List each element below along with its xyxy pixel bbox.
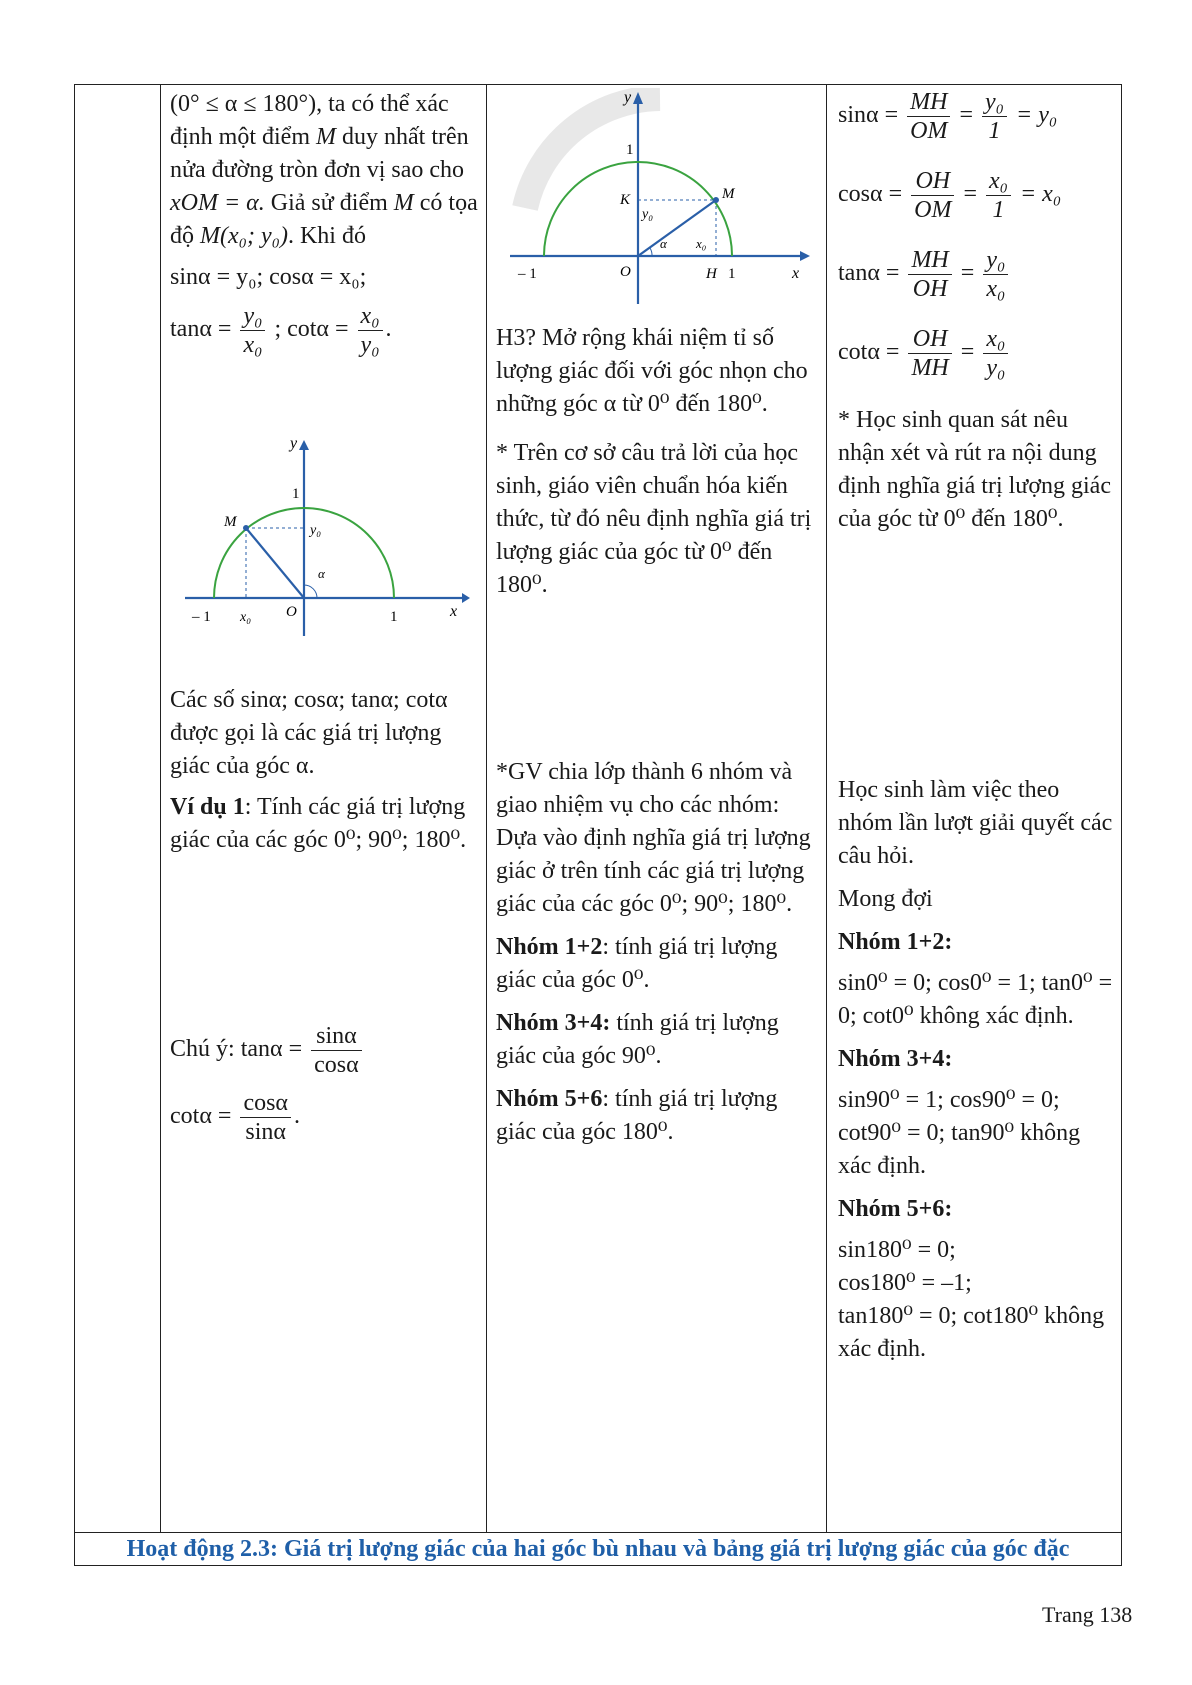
sin-cos-definition: sinα = y₀; cosα = x₀; — [170, 264, 367, 290]
group-task: *GV chia lớp thành 6 nhóm và giao nhiệm vụ cho các nhóm: Dựa vào định nghĩa giá trị lượng giác ở trên tính các giá trị lượng giác của các góc 0⁰; 90⁰; 180⁰. — [496, 759, 811, 917]
column-divider — [160, 84, 161, 1532]
group-56-answer-1: sin180⁰ = 0; — [838, 1237, 956, 1263]
group-12-heading: Nhóm 1+2: — [838, 929, 953, 955]
svg-text:O: O — [286, 604, 297, 620]
cot-ratio: cotα = $\frac{OH}{MH}$ = $\frac{\text{x₀}}{\text{y₀}}$ — [838, 325, 1118, 382]
svg-text:y₀: y₀ — [310, 523, 322, 538]
values-definition: Các số sinα; cosα; tanα; cotα được gọi là các giá trị lượng giác của góc α. — [170, 687, 448, 779]
svg-text:1: 1 — [292, 486, 300, 502]
group-12-answer: sin0⁰ = 0; cos0⁰ = 1; tan0⁰ = 0; cot0⁰ không xác định. — [838, 970, 1113, 1029]
note-cell: Chú ý: tanα = $\frac{\sin\alpha}{\cos\alpha}$ cotα = $\frac{\cos\alpha}{\sin\alpha}$ . — [170, 1022, 478, 1154]
svg-text:x₀: x₀ — [696, 236, 707, 251]
group-34-heading: Nhóm 3+4: — [838, 1046, 953, 1072]
ratio-cell — [838, 88, 1118, 544]
svg-text:M: M — [722, 186, 735, 202]
expectation: Mong đợi — [838, 886, 933, 912]
group-56-answer-3: tan180⁰ = 0; cot180⁰ không xác định. — [838, 1303, 1105, 1362]
tan-ratio: tanα = $\frac{MH}{OH}$ = $\frac{\text{y₀}}{\text{x₀}}$ — [838, 246, 1118, 303]
example-1: Ví dụ 1: Tính các giá trị lượng giác của các góc 0⁰; 90⁰; 180⁰. — [170, 794, 467, 853]
svg-text:1: 1 — [728, 266, 736, 282]
cos-ratio: cosα = $\frac{OH}{OM}$ = $\frac{\text{x₀}}{1}$ = x₀ — [838, 168, 1062, 223]
svg-text:– 1: – 1 — [518, 266, 537, 282]
svg-text:O: O — [620, 264, 631, 280]
svg-text:H: H — [706, 266, 717, 282]
group-34-task: Nhóm 3+4: tính giá trị lượng giác của góc 90⁰. — [496, 1010, 779, 1069]
svg-text:y: y — [290, 436, 298, 452]
page-number: Trang 138 — [1042, 1602, 1133, 1627]
observe-note: * Học sinh quan sát nêu nhận xét và rút ra nội dung định nghĩa giá trị lượng giác của góc từ 0⁰ đến 180⁰. — [838, 407, 1111, 532]
values-cell — [170, 684, 478, 865]
activity-heading: Hoạt động 2.3: Giá trị lượng giác của hai góc bù nhau và bảng giá trị lượng giác của góc đặc — [126, 1536, 1070, 1562]
svg-text:y₀: y₀ — [642, 207, 654, 222]
angle-range: (0° ≤ α ≤ 180°) — [170, 91, 317, 117]
svg-text:y: y — [624, 89, 632, 106]
question-cell — [496, 322, 816, 610]
svg-text:K: K — [620, 192, 631, 208]
group-task-cell — [496, 756, 816, 1157]
question-h3: H3? Mở rộng khái niệm tỉ số lượng giác đối với góc nhọn cho những góc α từ 0⁰ đến 180⁰. — [496, 325, 808, 417]
svg-text:M: M — [224, 514, 237, 530]
group-12-task: Nhóm 1+2: tính giá trị lượng giác của góc 0⁰. — [496, 934, 778, 993]
definition-cell: (0° ≤ α ≤ 180°), ta có thể xác định một điểm M duy nhất trên nửa đường tròn đơn vị sao cho xOM = α. Giả sử điểm M có tọa độ M(x₀; y₀). Khi đó sinα = y₀; cosα = x₀; tanα = $\frac{\text{y₀}}{\text{x₀}}$ ; cotα = $\frac{\text{x₀}}{\text{y₀}}$ . — [170, 91, 478, 358]
column-divider — [486, 84, 487, 1532]
group-56-answer-2: cos180⁰ = –1; — [838, 1270, 972, 1296]
svg-text:α: α — [660, 236, 667, 251]
unit-semicircle-figure-left — [180, 436, 470, 646]
svg-text:x₀: x₀ — [240, 610, 252, 625]
group-56-task: Nhóm 5+6: tính giá trị lượng giác của góc 180⁰. — [496, 1086, 778, 1145]
answers-cell — [838, 774, 1118, 1374]
tan-cot-definition: tanα = $\frac{\text{y₀}}{\text{x₀}}$ ; cotα = $\frac{\text{x₀}}{\text{y₀}}$ . — [170, 303, 392, 358]
column-divider — [826, 84, 827, 1532]
svg-text:x: x — [450, 603, 458, 620]
svg-text:x: x — [792, 265, 800, 282]
sin-ratio: sinα = $\frac{MH}{OM}$ = $\frac{\text{y₀}}{1}$ = y₀ — [838, 89, 1058, 144]
svg-text:α: α — [318, 566, 325, 581]
svg-text:– 1: – 1 — [192, 609, 211, 625]
svg-text:1: 1 — [626, 142, 634, 158]
unit-semicircle-figure-right — [500, 88, 820, 310]
teacher-note: * Trên cơ sở câu trả lời của học sinh, giáo viên chuẩn hóa kiến thức, từ đó nêu định nghĩa giá trị lượng giác của góc từ 0⁰ đến 180⁰. — [496, 440, 812, 598]
group-56-heading: Nhóm 5+6: — [838, 1196, 953, 1222]
work-note: Học sinh làm việc theo nhóm lần lượt giải quyết các câu hỏi. — [838, 777, 1113, 869]
group-34-answer: sin90⁰ = 1; cos90⁰ = 0; cot90⁰ = 0; tan90⁰ không xác định. — [838, 1087, 1081, 1179]
svg-text:1: 1 — [390, 609, 398, 625]
